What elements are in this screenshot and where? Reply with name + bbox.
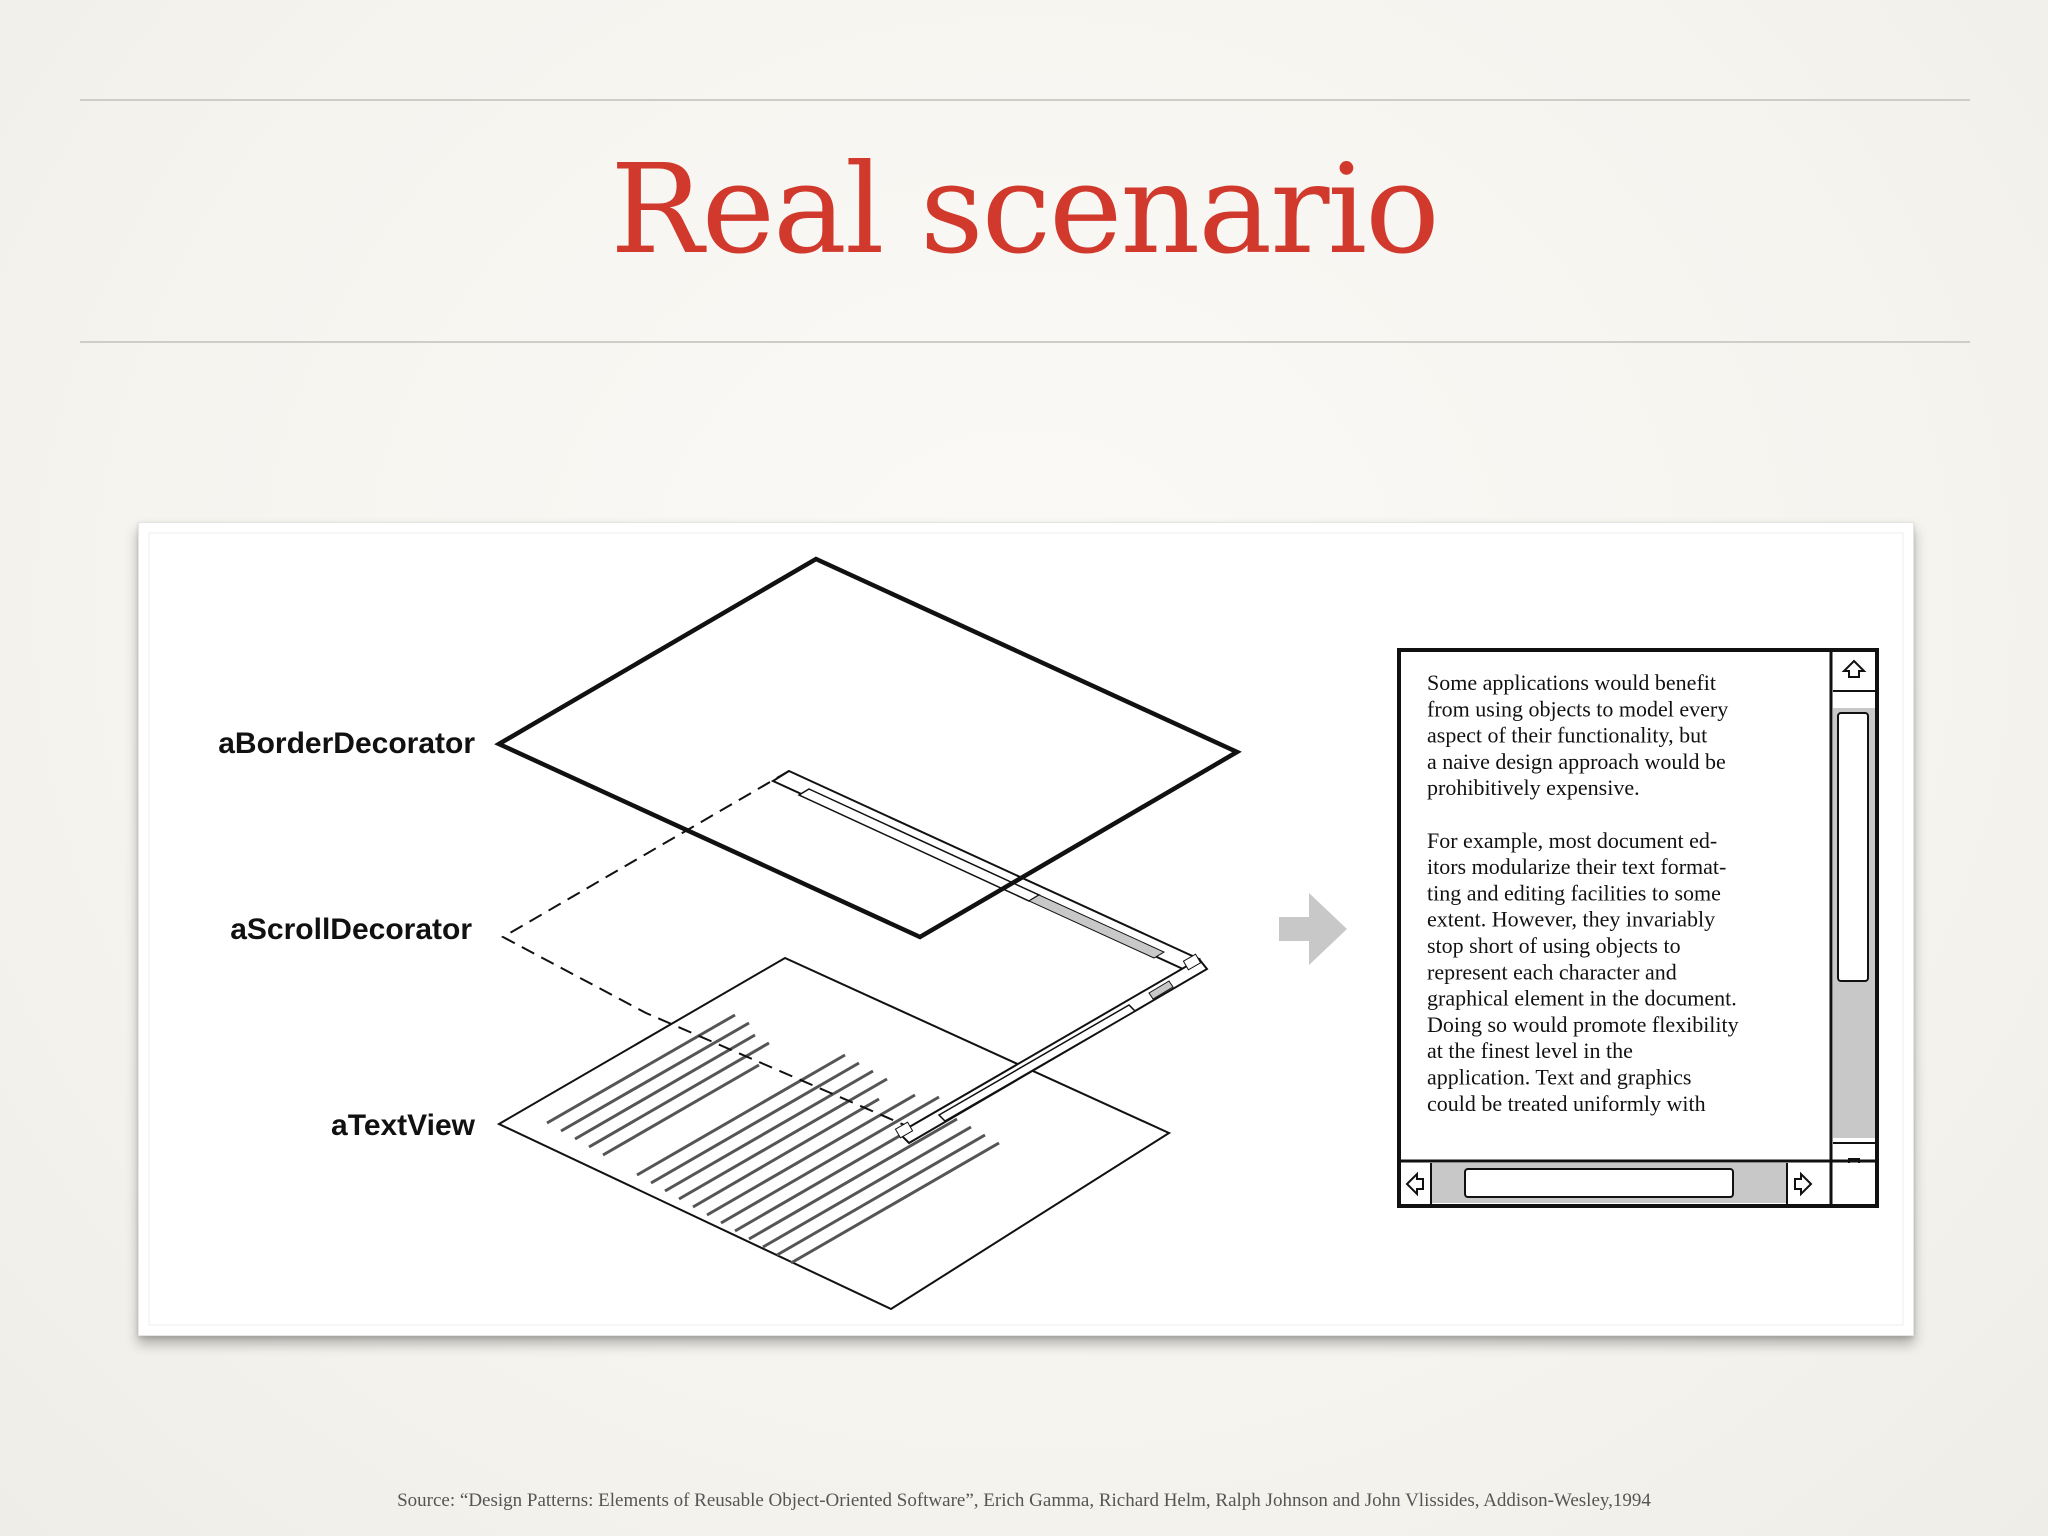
result-window	[1399, 650, 1877, 1206]
text-view-page	[499, 958, 1169, 1309]
window-text-line: graphical element in the document.	[1427, 985, 1737, 1011]
vertical-scrollbar-track	[1029, 895, 1164, 958]
source-citation: Source: “Design Patterns: Elements of Reusable Object-Oriented Software”, Erich Gamma, Richard Helm, Ralph Johnson and John Vlissides, Addison-Wesley,1994	[397, 1490, 1651, 1511]
window-text-line: a naive design approach would be	[1427, 748, 1726, 774]
decorator-diagram-figure	[138, 522, 1914, 1336]
window-text-line: application. Text and graphics	[1427, 1064, 1692, 1090]
text-view-layer	[499, 958, 1169, 1309]
decorator-diagram	[139, 523, 1913, 1335]
result-horizontal-thumb	[1465, 1169, 1733, 1197]
arrow-right-icon	[1279, 893, 1347, 965]
bottom-rule	[80, 341, 1970, 343]
window-text-line: For example, most document ed-	[1427, 827, 1718, 853]
label-a-text-view: aTextView	[331, 1109, 475, 1142]
window-text-line: extent. However, they invariably	[1427, 906, 1716, 932]
result-vertical-thumb	[1838, 713, 1868, 981]
window-text-line: prohibitively expensive.	[1427, 775, 1640, 801]
label-a-border-decorator: aBorderDecorator	[218, 727, 475, 760]
window-text-line: represent each character and	[1427, 959, 1677, 985]
window-text-line: aspect of their functionality, but	[1427, 722, 1708, 748]
window-text-line: itors modularize their text format-	[1427, 854, 1727, 880]
window-text-line: Some applications would benefit	[1427, 670, 1716, 695]
window-text-line: at the finest level in the	[1427, 1038, 1633, 1064]
window-text-line: from using objects to model every	[1427, 696, 1729, 722]
scroll-corner	[1833, 1163, 1875, 1204]
label-a-scroll-decorator: aScrollDecorator	[230, 913, 472, 946]
slide-title: Real scenario	[610, 138, 1438, 282]
top-rule	[80, 99, 1970, 101]
border-decorator-outline	[499, 559, 1237, 937]
window-text-line: Doing so would promote flexibility	[1427, 1011, 1739, 1037]
vertical-scrollbar-thumb	[799, 789, 1039, 901]
window-text-line: stop short of using objects to	[1427, 933, 1681, 958]
window-text-line: ting and editing facilities to some	[1427, 880, 1721, 906]
window-text-line: could be treated uniformly with	[1427, 1090, 1706, 1116]
